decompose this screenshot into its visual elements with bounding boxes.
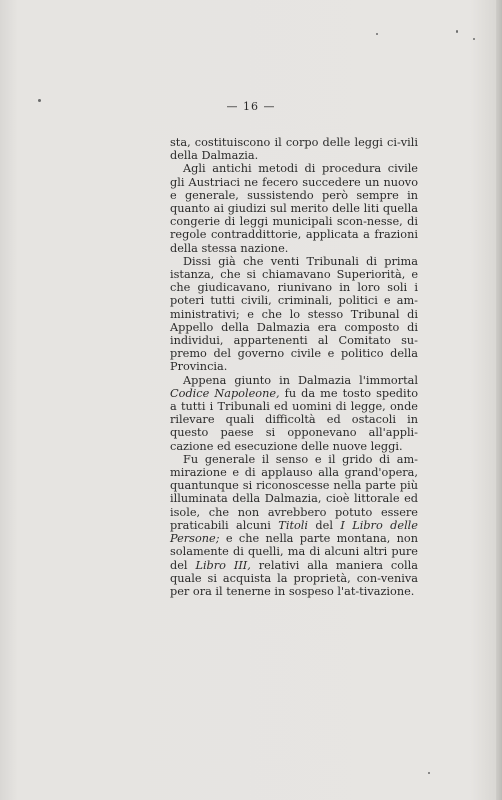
body-text [170, 136, 418, 598]
ink-speck [456, 30, 458, 33]
italic-text: Libro III, [195, 558, 251, 572]
text-run: fu da me tosto spedito a tutti i Tribunali ed uomini di legge, onde rilevare quali difficoltà ed ostacoli in questo paese si opponevano all'appli-cazione ed esecuzione delle nuove leggi. [170, 386, 418, 453]
paragraph [170, 136, 418, 162]
text-run: Fu generale il senso e il grido di am-mirazione e di applauso alla grand'opera, quantunque si riconoscesse nella parte più illuminata della Dalmazia, cioè littorale ed isole, che non avrebbero potuto essere praticabili alcuni [170, 452, 418, 532]
text-run: Appena giunto in Dalmazia l'immortal [183, 373, 418, 387]
italic-text: Codice Napoleone, [170, 386, 280, 400]
italic-text: Titoli [278, 518, 309, 532]
ink-speck [38, 99, 41, 102]
italic-text: I Libro delle Persone; [170, 518, 418, 546]
paragraph [170, 374, 418, 453]
ink-speck [376, 33, 378, 35]
text-run: relativi alla maniera colla quale si acquista la proprietà, con-veniva per ora il tenerne in sospeso l'at-tivazione. [170, 558, 419, 598]
text-run: Agli antichi metodi di procedura civile gli Austriaci ne fecero succedere un nuovo e generale, sussistendo però sempre in quanto ai giudizi sul merito delle liti quella congerie di leggi municipali scon-nesse, di regole contraddittorie, applicata a frazioni della stessa nazione. [170, 162, 418, 255]
ink-speck [428, 772, 430, 774]
paragraph [170, 162, 418, 254]
paragraph [170, 453, 418, 598]
text-run: Dissi già che venti Tribunali di prima istanza, che si chiamavano Superiorità, e che giudicavano, riunivano in loro soli i poteri tutti civili, criminali, politici e am-ministrativi; e che lo stesso Tribunal di Appello della Dalmazia era composto di individui, appartenenti al Comitato su-premo del governo civile e politico della Provincia. [170, 254, 418, 374]
page-edge [496, 0, 502, 800]
paragraph [170, 255, 418, 374]
page-number: — 16 — [226, 100, 276, 113]
ink-speck [473, 38, 475, 40]
text-run: sta, costituiscono il corpo delle leggi ci-vili della Dalmazia. [170, 136, 418, 163]
text-run: e che nella parte montana, non solamente di quelli, ma di alcuni altri pure del [170, 532, 418, 572]
text-run: del [308, 518, 341, 532]
